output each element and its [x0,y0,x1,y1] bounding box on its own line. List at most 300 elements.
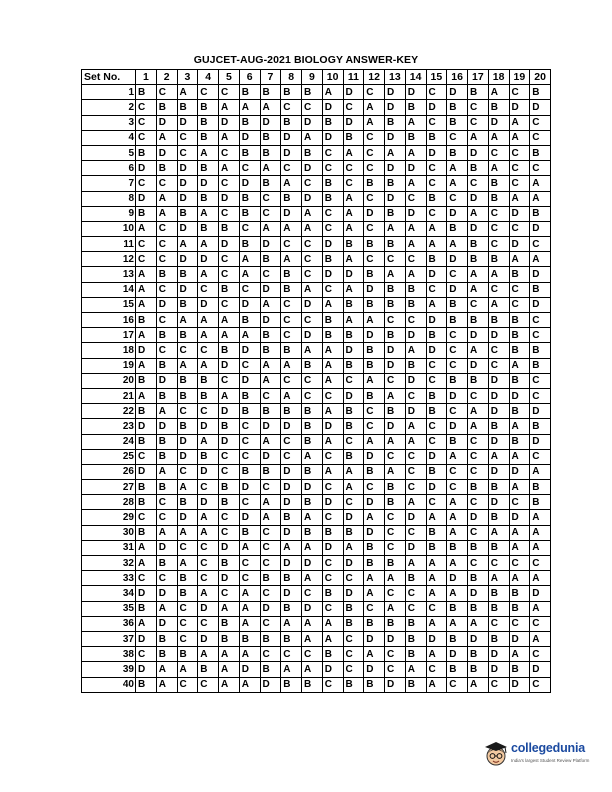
answer-cell: D [281,145,302,160]
answer-cell: C [530,237,551,252]
answer-cell: D [219,358,240,373]
answer-cell: C [447,358,468,373]
answer-cell: A [468,616,489,631]
answer-cell: B [364,297,385,312]
answer-cell: C [343,373,364,388]
answer-cell: C [385,647,406,662]
answer-cell: C [364,601,385,616]
answer-cell: D [364,282,385,297]
answer-cell: D [426,480,447,495]
table-row [82,647,551,662]
set-number-cell: 14 [82,282,136,297]
set-number-cell: 24 [82,434,136,449]
answer-cell: D [177,115,198,130]
question-number-header: 17 [468,70,489,85]
answer-cell: B [177,267,198,282]
answer-cell: B [509,313,530,328]
answer-cell: A [198,145,219,160]
answer-cell: A [426,237,447,252]
answer-cell: B [468,161,489,176]
answer-cell: A [364,313,385,328]
answer-cell: C [322,677,343,692]
answer-cell: A [405,115,426,130]
answer-cell: C [405,464,426,479]
answer-cell: D [405,328,426,343]
answer-cell: C [322,601,343,616]
answer-cell: C [530,556,551,571]
answer-cell: C [364,85,385,100]
answer-cell: D [219,404,240,419]
answer-cell: C [177,616,198,631]
answer-cell: A [364,373,385,388]
answer-cell: B [302,404,323,419]
answer-cell: A [343,191,364,206]
answer-cell: B [530,343,551,358]
answer-cell: B [219,556,240,571]
answer-cell: B [509,586,530,601]
answer-cell: B [343,525,364,540]
answer-cell: D [260,677,281,692]
answer-cell: A [260,221,281,236]
answer-cell: B [488,586,509,601]
question-number-header: 4 [198,70,219,85]
answer-cell: D [426,100,447,115]
answer-cell: D [468,145,489,160]
answer-cell: C [281,373,302,388]
answer-cell: A [488,571,509,586]
answer-cell: A [302,282,323,297]
answer-cell: A [281,388,302,403]
answer-cell: A [488,525,509,540]
set-number-cell: 5 [82,145,136,160]
answer-cell: C [302,176,323,191]
answer-cell: B [426,525,447,540]
answer-cell: A [530,252,551,267]
answer-cell: B [177,373,198,388]
answer-cell: C [468,449,489,464]
answer-cell: B [177,495,198,510]
answer-cell: A [156,677,177,692]
set-number-cell: 3 [82,115,136,130]
answer-cell: C [343,662,364,677]
answer-cell: B [468,571,489,586]
answer-cell: C [136,115,157,130]
set-number-cell: 40 [82,677,136,692]
answer-cell: C [509,282,530,297]
question-number-header: 19 [509,70,530,85]
set-number-cell: 26 [82,464,136,479]
answer-cell: B [281,677,302,692]
answer-cell: B [281,510,302,525]
answer-cell: A [239,586,260,601]
answer-cell: B [530,480,551,495]
answer-cell: D [488,464,509,479]
answer-cell: A [239,328,260,343]
answer-cell: B [219,495,240,510]
answer-cell: A [136,556,157,571]
answer-cell: A [136,297,157,312]
answer-cell: B [447,100,468,115]
answer-cell: A [509,115,530,130]
answer-cell: A [488,267,509,282]
answer-cell: A [322,358,343,373]
answer-cell: B [488,480,509,495]
answer-cell: A [198,358,219,373]
answer-cell: A [509,647,530,662]
answer-cell: D [488,495,509,510]
answer-cell: B [426,388,447,403]
answer-cell: A [136,282,157,297]
question-number-header: 10 [322,70,343,85]
answer-cell: D [198,176,219,191]
answer-cell: B [488,510,509,525]
table-row [82,662,551,677]
table-row [82,388,551,403]
answer-cell: C [219,449,240,464]
answer-cell: B [239,206,260,221]
answer-cell: D [198,601,219,616]
answer-cell: B [509,662,530,677]
answer-cell: C [343,647,364,662]
answer-cell: A [239,540,260,555]
set-number-cell: 32 [82,556,136,571]
set-number-cell: 7 [82,176,136,191]
answer-cell: D [364,662,385,677]
answer-cell: C [239,434,260,449]
answer-cell: D [302,480,323,495]
answer-cell: B [198,388,219,403]
answer-cell: B [405,100,426,115]
answer-cell: D [509,510,530,525]
answer-cell: B [219,480,240,495]
answer-cell: C [405,586,426,601]
answer-cell: B [281,191,302,206]
answer-cell: A [468,343,489,358]
answer-cell: C [447,267,468,282]
answer-cell: D [343,267,364,282]
answer-cell: B [405,282,426,297]
answer-cell: A [177,556,198,571]
answer-cell: D [136,343,157,358]
answer-cell: C [447,464,468,479]
answer-cell: A [136,358,157,373]
answer-cell: A [322,631,343,646]
answer-cell: C [447,343,468,358]
answer-cell: C [156,343,177,358]
answer-cell: A [136,616,157,631]
answer-cell: B [488,419,509,434]
table-row [82,404,551,419]
answer-cell: B [385,176,406,191]
answer-cell: C [468,525,489,540]
answer-cell: D [239,130,260,145]
answer-cell: B [260,145,281,160]
answer-cell: A [447,495,468,510]
answer-cell: A [219,100,240,115]
answer-cell: C [426,206,447,221]
answer-cell: B [302,495,323,510]
answer-cell: A [281,540,302,555]
answer-cell: B [364,556,385,571]
answer-cell: B [447,373,468,388]
answer-cell: B [322,191,343,206]
answer-cell: A [156,662,177,677]
answer-cell: A [302,571,323,586]
answer-cell: D [364,449,385,464]
table-row [82,313,551,328]
answer-cell: C [468,100,489,115]
table-row [82,115,551,130]
answer-cell: A [302,510,323,525]
set-number-cell: 39 [82,662,136,677]
answer-cell: B [530,495,551,510]
answer-cell: D [385,130,406,145]
answer-cell: B [343,616,364,631]
answer-cell: B [260,404,281,419]
answer-cell: B [156,161,177,176]
table-row [82,100,551,115]
answer-cell: B [385,495,406,510]
answer-cell: A [426,556,447,571]
answer-cell: C [364,480,385,495]
answer-cell: B [509,373,530,388]
answer-cell: A [509,525,530,540]
table-row [82,419,551,434]
answer-cell: B [364,343,385,358]
answer-cell: D [468,510,489,525]
answer-cell: D [405,161,426,176]
answer-cell: C [156,282,177,297]
answer-cell: B [302,85,323,100]
answer-cell: C [488,221,509,236]
answer-cell: A [281,662,302,677]
question-number-header: 20 [530,70,551,85]
answer-cell: C [488,206,509,221]
answer-cell: A [405,221,426,236]
answer-cell: B [302,464,323,479]
answer-cell: C [156,252,177,267]
answer-cell: B [343,237,364,252]
answer-cell: C [260,388,281,403]
answer-cell: A [509,252,530,267]
answer-cell: D [385,343,406,358]
answer-cell: C [219,145,240,160]
answer-cell: A [177,313,198,328]
set-number-cell: 8 [82,191,136,206]
answer-cell: D [343,586,364,601]
answer-cell: B [364,176,385,191]
answer-cell: B [322,252,343,267]
answer-cell: A [219,130,240,145]
answer-cell: A [302,631,323,646]
answer-cell: B [156,388,177,403]
answer-cell: B [198,130,219,145]
answer-cell: C [156,85,177,100]
answer-cell: B [488,191,509,206]
answer-cell: C [385,373,406,388]
answer-cell: D [385,358,406,373]
answer-cell: D [385,161,406,176]
answer-cell: D [156,540,177,555]
answer-cell: D [156,373,177,388]
answer-cell: C [364,161,385,176]
answer-cell: A [198,267,219,282]
table-row [82,191,551,206]
answer-cell: D [468,586,489,601]
answer-cell: B [260,343,281,358]
question-number-header: 18 [488,70,509,85]
answer-cell: A [405,495,426,510]
answer-cell: D [364,328,385,343]
set-number-cell: 2 [82,100,136,115]
answer-cell: C [426,495,447,510]
answer-cell: C [219,586,240,601]
answer-cell: C [385,525,406,540]
answer-cell: C [177,464,198,479]
answer-cell: D [136,419,157,434]
answer-cell: B [364,677,385,692]
answer-cell: C [364,221,385,236]
answer-cell: A [530,176,551,191]
answer-cell: B [405,631,426,646]
answer-cell: C [530,388,551,403]
answer-cell: B [177,388,198,403]
answer-cell: B [322,647,343,662]
answer-cell: C [364,145,385,160]
answer-cell: A [302,616,323,631]
answer-cell: D [281,130,302,145]
answer-cell: C [260,267,281,282]
answer-cell: C [198,480,219,495]
answer-cell: D [260,449,281,464]
answer-cell: C [260,616,281,631]
answer-cell: B [156,631,177,646]
question-number-header: 2 [156,70,177,85]
answer-cell: B [488,252,509,267]
answer-cell: C [488,282,509,297]
answer-cell: D [426,313,447,328]
answer-cell: A [302,449,323,464]
answer-cell: C [426,373,447,388]
answer-cell: D [136,662,157,677]
answer-cell: D [426,145,447,160]
answer-cell: C [260,525,281,540]
answer-cell: A [343,145,364,160]
table-row [82,449,551,464]
answer-cell: C [281,328,302,343]
answer-cell: C [260,647,281,662]
answer-cell: A [447,161,468,176]
answer-cell: B [322,313,343,328]
answer-cell: A [509,449,530,464]
answer-cell: C [219,464,240,479]
answer-cell: A [426,677,447,692]
answer-cell: D [447,419,468,434]
answer-cell: D [530,662,551,677]
answer-cell: A [177,525,198,540]
answer-cell: A [198,434,219,449]
answer-cell: A [343,252,364,267]
answer-cell: B [260,176,281,191]
answer-cell: D [177,252,198,267]
collegedunia-logo [482,738,602,772]
answer-cell: C [198,677,219,692]
table-row [82,495,551,510]
answer-cell: C [198,540,219,555]
answer-cell: D [322,130,343,145]
answer-cell: C [136,176,157,191]
answer-cell: D [260,601,281,616]
answer-cell: A [302,221,323,236]
answer-cell: C [509,556,530,571]
logo-tagline: India's largest Student Review Platform [511,758,590,763]
answer-cell: D [156,115,177,130]
answer-cell: A [426,221,447,236]
answer-cell: B [343,328,364,343]
table-row [82,328,551,343]
answer-cell: D [136,586,157,601]
answer-cell: A [136,267,157,282]
answer-cell: B [260,328,281,343]
answer-cell: B [177,100,198,115]
answer-cell: C [530,647,551,662]
answer-cell: D [177,282,198,297]
answer-cell: D [488,647,509,662]
answer-cell: D [447,571,468,586]
answer-cell: A [447,525,468,540]
answer-cell: C [405,601,426,616]
answer-cell: C [426,434,447,449]
answer-cell: B [198,662,219,677]
answer-cell: B [219,282,240,297]
table-row [82,206,551,221]
answer-cell: B [177,571,198,586]
question-number-header: 5 [219,70,240,85]
table-row [82,677,551,692]
answer-cell: B [364,237,385,252]
answer-cell: B [488,540,509,555]
answer-cell: C [177,404,198,419]
answer-cell: C [530,313,551,328]
answer-cell: A [530,510,551,525]
answer-cell: A [530,540,551,555]
answer-cell: D [219,191,240,206]
answer-cell: B [426,464,447,479]
answer-cell: D [198,252,219,267]
answer-cell: A [343,540,364,555]
answer-cell: A [156,525,177,540]
answer-cell: A [260,358,281,373]
answer-cell: D [447,388,468,403]
answer-cell: C [281,100,302,115]
answer-cell: D [177,434,198,449]
table-row [82,176,551,191]
answer-cell: A [447,510,468,525]
table-row [82,252,551,267]
answer-cell: D [302,297,323,312]
answer-cell: C [302,388,323,403]
table-row [82,571,551,586]
answer-cell: D [385,631,406,646]
answer-cell: D [509,677,530,692]
answer-cell: D [219,237,240,252]
answer-cell: B [219,616,240,631]
answer-cell: A [343,282,364,297]
answer-cell: B [343,404,364,419]
answer-cell: C [447,130,468,145]
answer-cell: C [447,328,468,343]
answer-cell: A [343,313,364,328]
